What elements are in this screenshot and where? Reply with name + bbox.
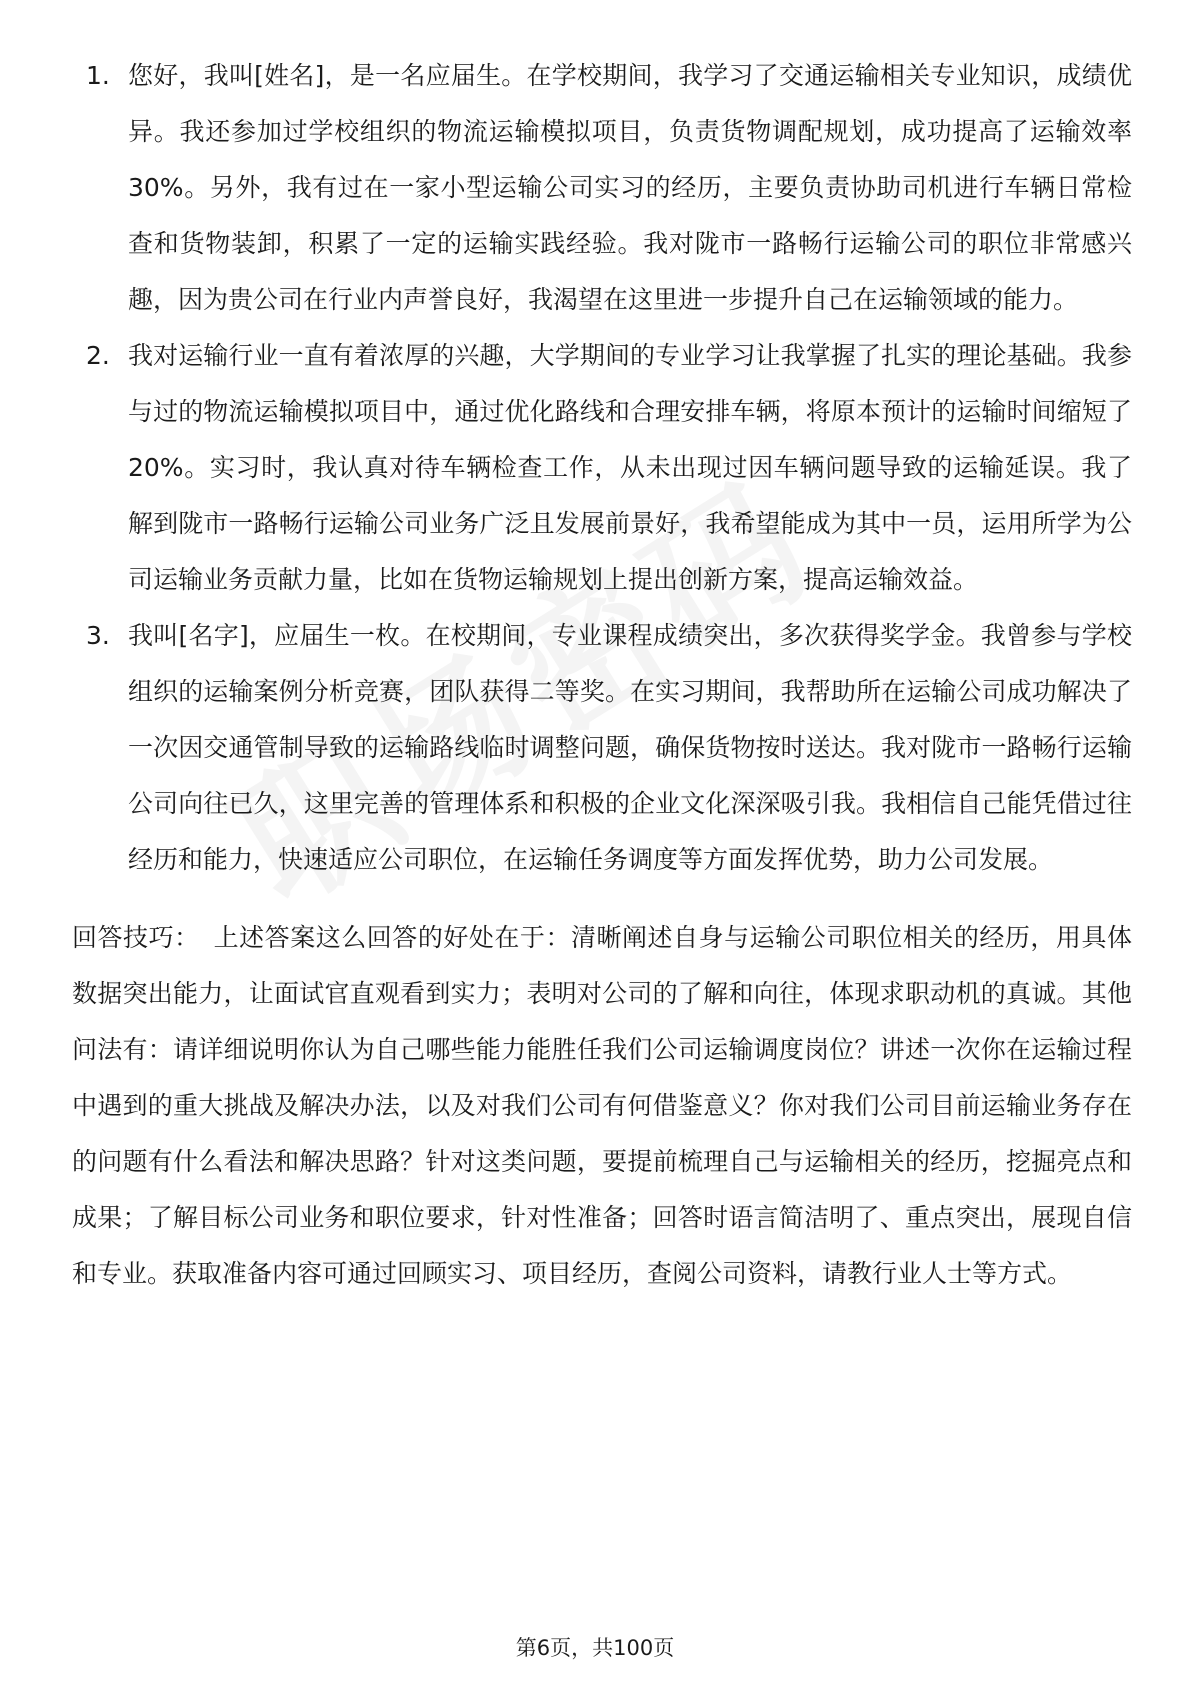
answer-tips (72, 910, 1132, 1302)
tips-text: 上述答案这么回答的好处在于：清晰阐述自身与运输公司职位相关的经历，用具体数据突出能力，让面试官直观看到实力；表明对公司的了解和向往，体现求职动机的真诚。其他问法有：请详细说明你认为自己哪些能力能胜任我们公司运输调度岗位？讲述一次你在运输过程中遇到的重大挑战及解决办法，以及对我们公司有何借鉴意义？你对我们公司目前运输业务存在的问题有什么看法和解决思路？针对这类问题，要提前梳理自己与运输相关的经历，挖掘亮点和成果；了解目标公司业务和职位要求，针对性准备；回答时语言简洁明了、重点突出，展现自信和专业。获取准备内容可通过回顾实习、项目经历，查阅公司资料，请教行业人士等方式。 (72, 923, 1132, 1288)
answer-text: 您好，我叫[姓名]，是一名应届生。在学校期间，我学习了交通运输相关专业知识，成绩优异。我还参加过学校组织的物流运输模拟项目，负责货物调配规划，成功提高了运输效率 30%。另外，我有过在一家小型运输公司实习的经历，主要负责协助司机进行车辆日常检查和货物装卸，积累了一定的运输实践经验。我对陇市一路畅行运输公司的职位非常感兴趣，因为贵公司在行业内声誉良好，我渴望在这里进一步提升自己在运输领域的能力。 (128, 61, 1132, 314)
answer-text: 我对运输行业一直有着浓厚的兴趣，大学期间的专业学习让我掌握了扎实的理论基础。我参与过的物流运输模拟项目中，通过优化路线和合理安排车辆，将原本预计的运输时间缩短了 20%。实习时，我认真对待车辆检查工作，从未出现过因车辆问题导致的运输延误。我了解到陇市一路畅行运输公司业务广泛且发展前景好，我希望能成为其中一员，运用所学为公司运输业务贡献力量，比如在货物运输规划上提出创新方案，提高运输效益。 (128, 341, 1132, 594)
answer-number: 3. (86, 621, 110, 650)
answer-item-3 (72, 608, 1132, 888)
document-body (72, 48, 1132, 1327)
answer-list (72, 48, 1132, 888)
answer-item-1 (72, 48, 1132, 328)
answer-number: 1. (86, 61, 110, 90)
page-number: 第6页，共100页 (515, 1636, 675, 1660)
answer-text: 我叫[名字]，应届生一枚。在校期间，专业课程成绩突出，多次获得奖学金。我曾参与学校组织的运输案例分析竞赛，团队获得二等奖。在实习期间，我帮助所在运输公司成功解决了一次因交通管制导致的运输路线临时调整问题，确保货物按时送达。我对陇市一路畅行运输公司向往已久，这里完善的管理体系和积极的企业文化深深吸引我。我相信自己能凭借过往经历和能力，快速适应公司职位，在运输任务调度等方面发挥优势，助力公司发展。 (128, 621, 1132, 874)
answer-number: 2. (86, 341, 110, 370)
page-footer (0, 1632, 1190, 1662)
tips-label: 回答技巧： (72, 923, 200, 952)
answer-item-2 (72, 328, 1132, 608)
